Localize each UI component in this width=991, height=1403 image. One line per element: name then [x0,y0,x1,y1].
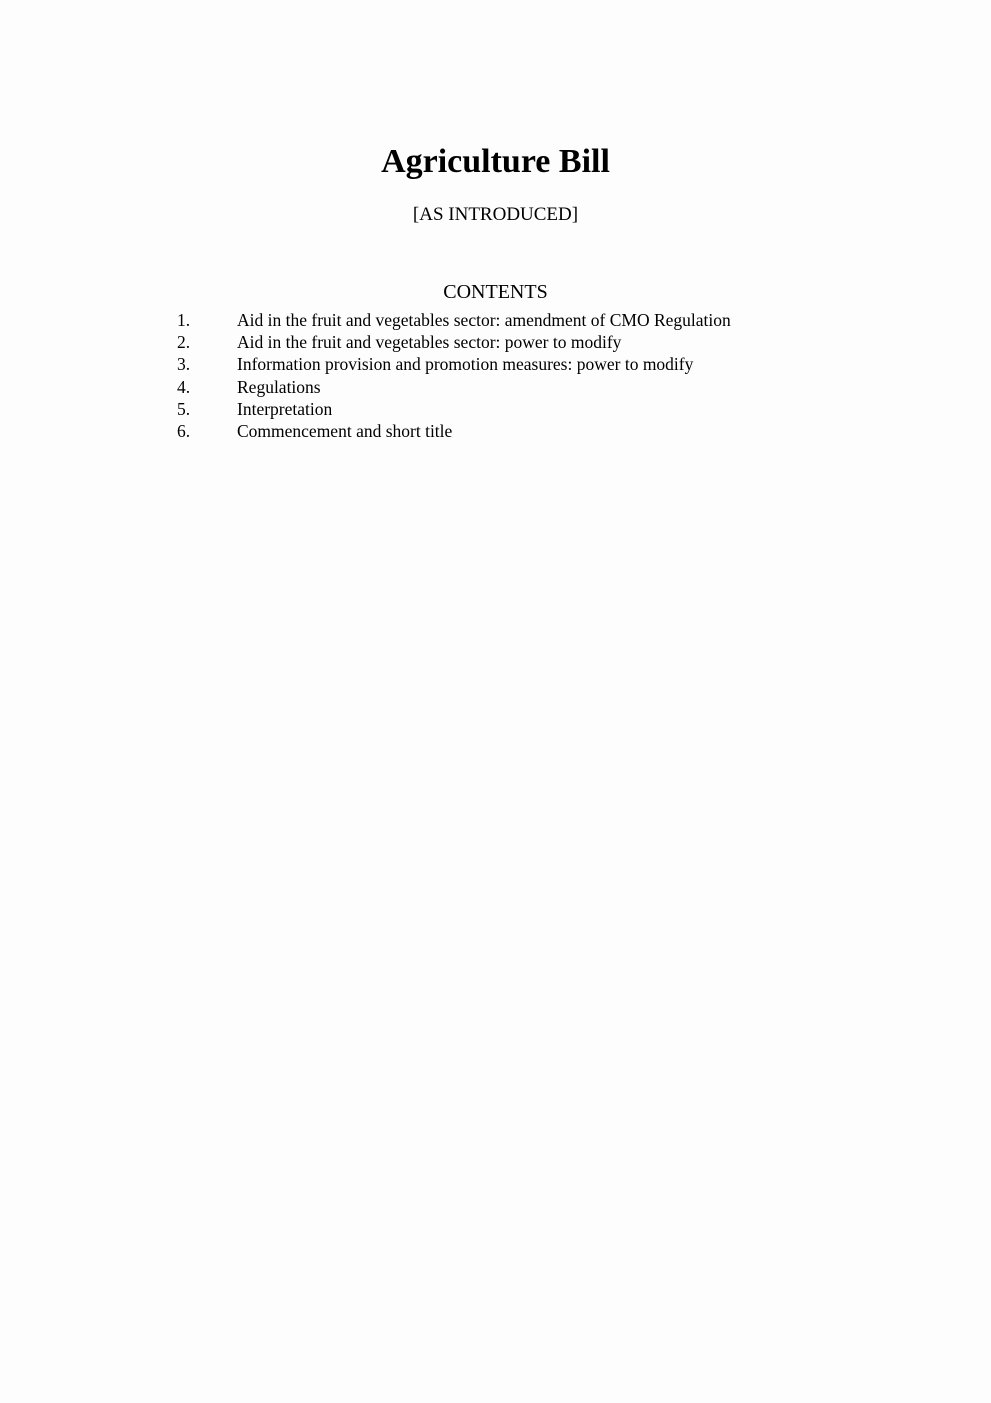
contents-item-text: Aid in the fruit and vegetables sector: power to modify [237,332,622,353]
contents-item-number: 2. [177,332,191,353]
contents-item [177,309,877,331]
contents-item-text: Commencement and short title [237,421,453,442]
contents-item [177,398,877,420]
contents-item-number: 3. [177,354,191,375]
contents-item [177,331,877,353]
contents-item [177,376,877,398]
contents-item [177,420,877,442]
contents-heading: CONTENTS [443,281,548,303]
contents-item-text: Aid in the fruit and vegetables sector: amendment of CMO Regulation [237,310,731,330]
document-title: Agriculture Bill [381,143,610,180]
contents-item-number: 5. [177,398,191,419]
contents-item-number: 4. [177,376,191,397]
contents-item-text: Regulations [237,376,321,397]
contents-item-number: 1. [177,310,191,330]
contents-item [177,353,877,375]
document-status: [AS INTRODUCED] [412,204,579,225]
contents-item-text: Information provision and promotion measures: power to modify [237,354,694,375]
contents-item-text: Interpretation [237,398,333,419]
contents-list [177,309,877,442]
contents-item-number: 6. [177,421,191,442]
